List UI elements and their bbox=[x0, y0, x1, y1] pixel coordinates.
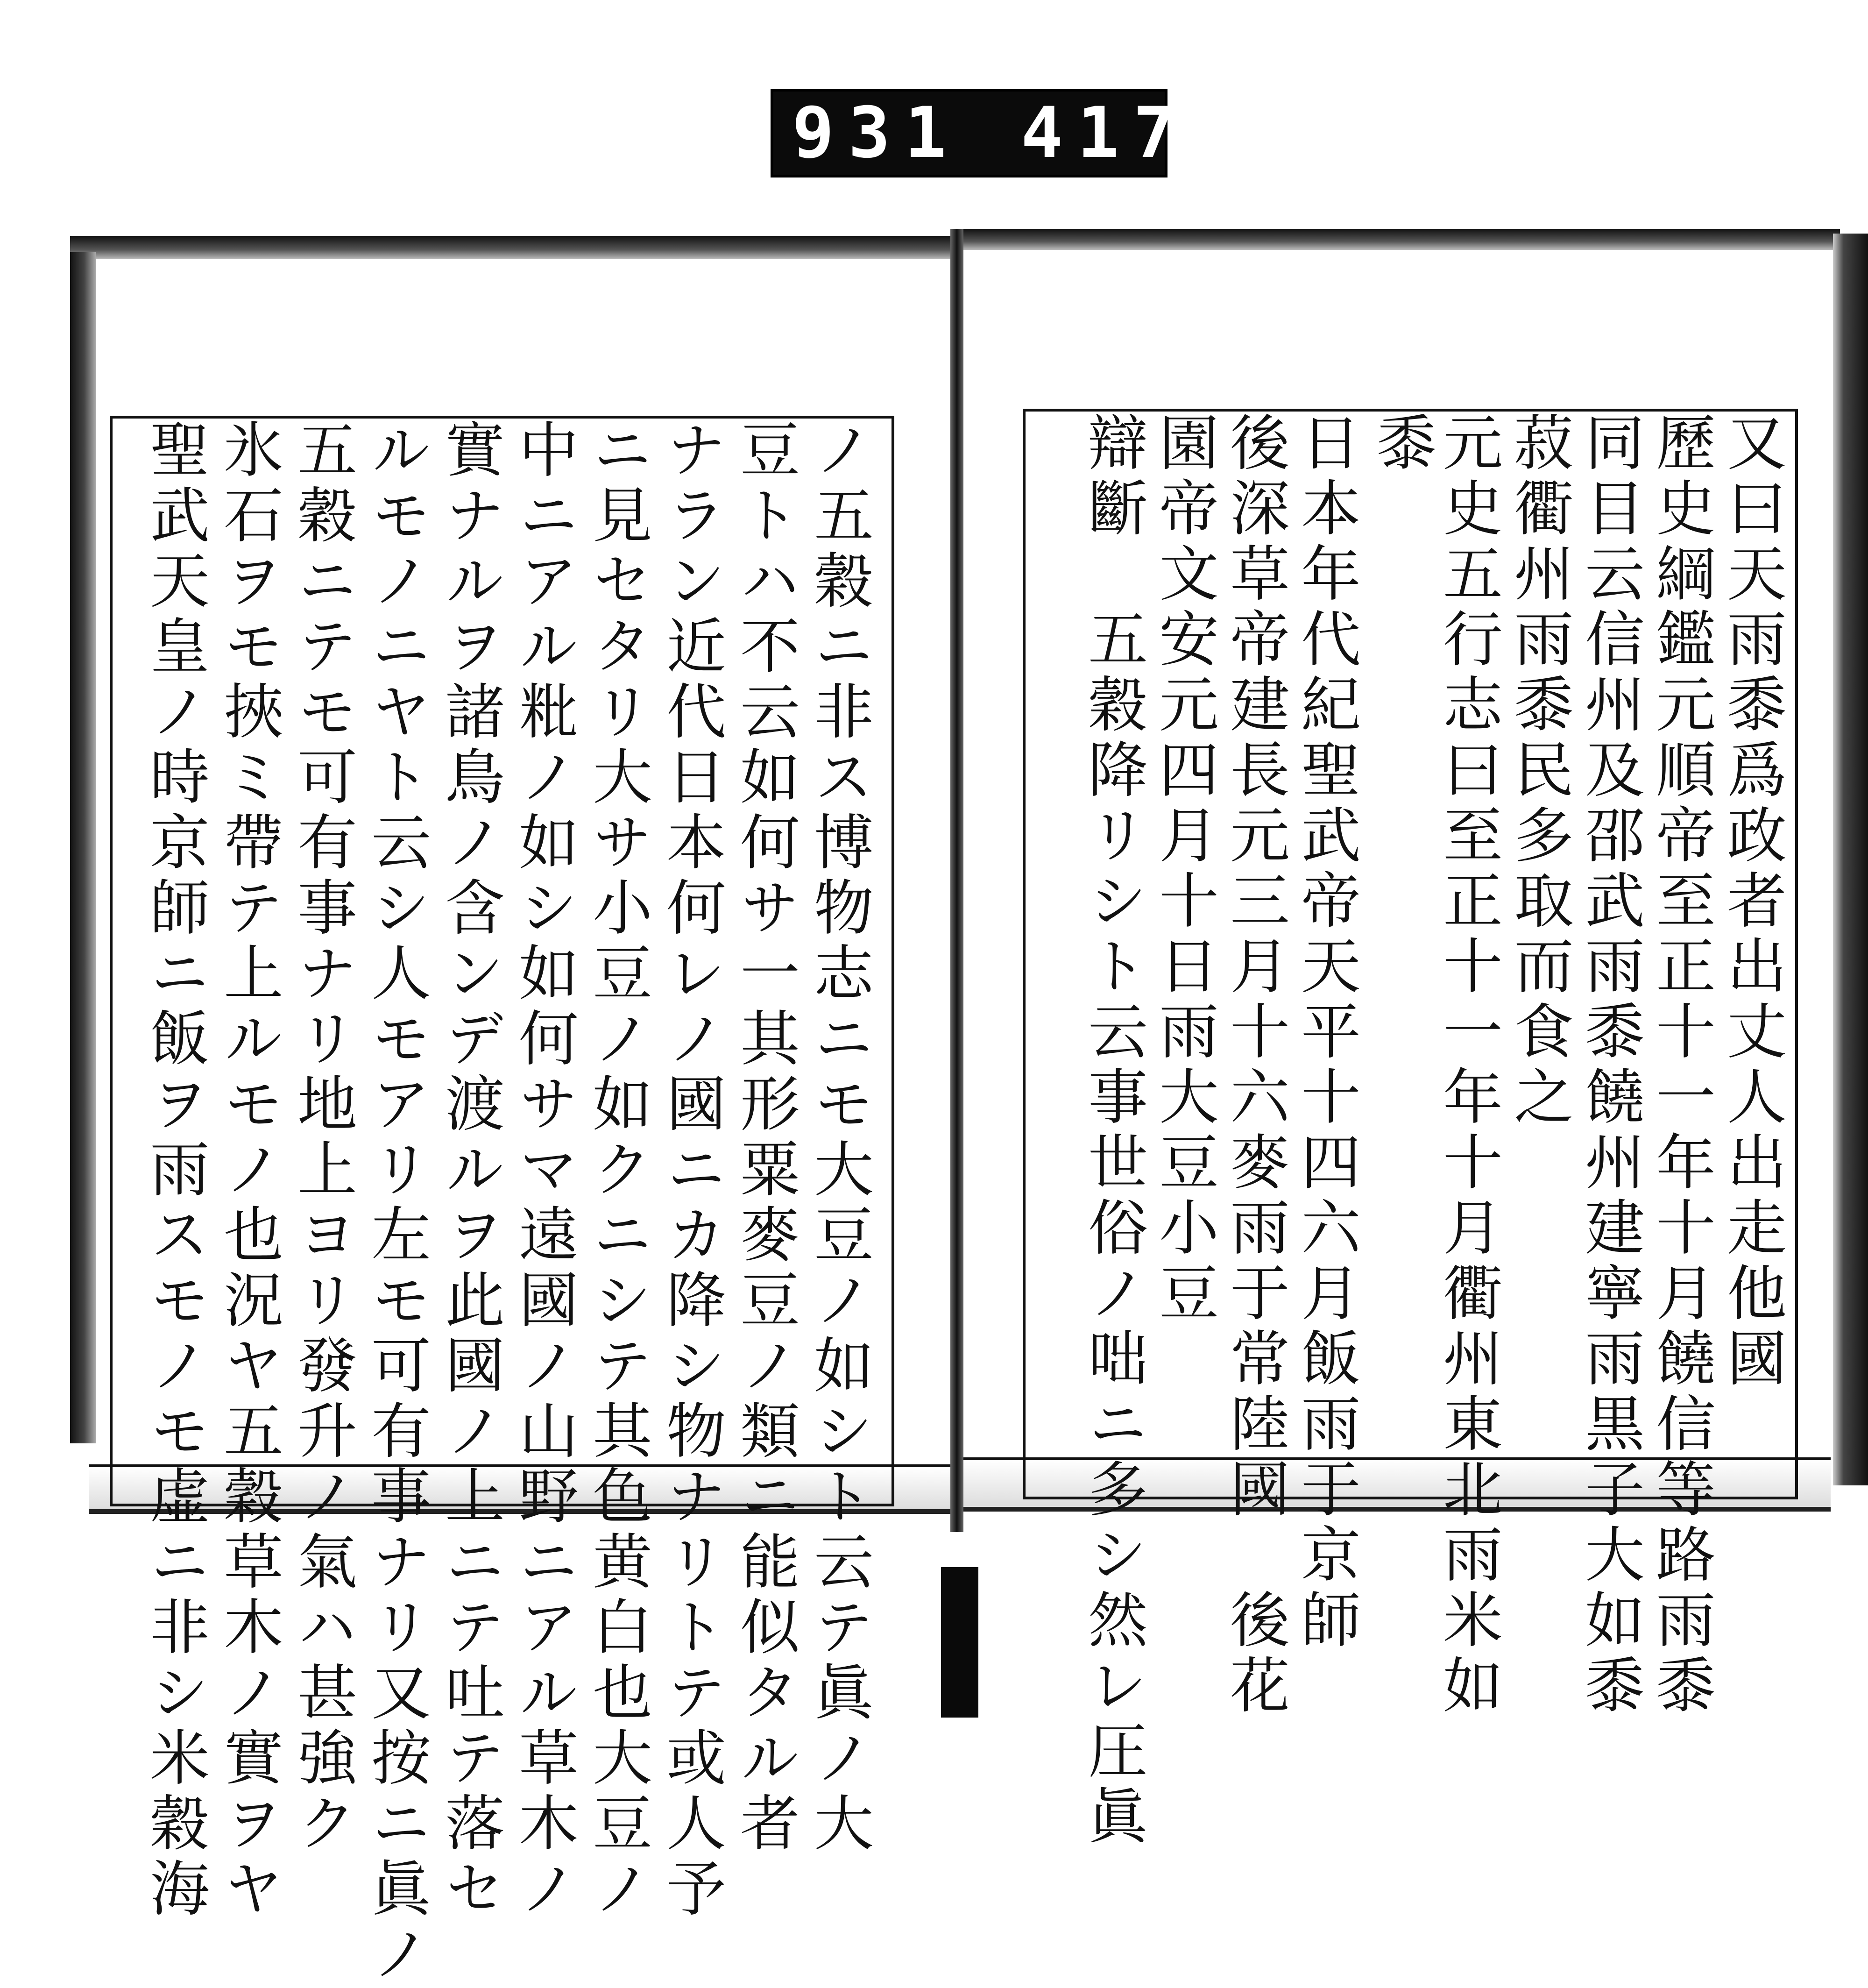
left-column-8: 五穀ニテモ可有事ナリ地上ヨリ發升ノ氣ハ甚強ク bbox=[287, 419, 357, 1857]
left-text-frame bbox=[110, 416, 894, 1988]
right-page-top-edge bbox=[962, 229, 1840, 250]
right-column-9: 園帝文安元四月十日雨大豆小豆 bbox=[1149, 412, 1218, 1327]
right-text-frame bbox=[1023, 409, 1798, 1850]
left-column-10: 聖武天皇ノ時京師ニ飯ヲ雨スモノモ虚ニ非シ米穀海 bbox=[140, 419, 209, 1923]
accession-number-right: 417. bbox=[1021, 92, 1246, 174]
left-column-9: 氷石ヲモ挾ミ帶テ上ルモノ也況ヤ五穀草木ノ實ヲヤ bbox=[213, 419, 283, 1923]
accession-label bbox=[771, 89, 1246, 178]
right-column-4: 菽衢州雨黍民多取而食之 bbox=[1504, 412, 1573, 1131]
right-column-2: 歷史綱鑑元順帝至正十一年十月饒信等路雨黍 bbox=[1646, 412, 1715, 1719]
left-column-3: ナラン近代日本何レノ國ニカ降シ物ナリトテ或人予 bbox=[656, 419, 726, 1923]
left-page-outer-edge bbox=[70, 252, 96, 1443]
left-column-7: ルモノニヤト云シ人モアリ左モ可有事ナリ又按ニ眞ノ bbox=[361, 419, 431, 1988]
book-gutter bbox=[950, 229, 963, 1532]
right-column-6: 黍 bbox=[1366, 412, 1436, 477]
left-column-4: ニ見セタリ大サ小豆ノ如クニシテ其色黄白也大豆ノ bbox=[582, 419, 652, 1923]
right-column-3: 同目云信州及邵武雨黍饒州建寧雨黒子大如黍 bbox=[1575, 412, 1644, 1719]
left-page-top-edge bbox=[70, 236, 962, 259]
right-column-10: 辯斷 五穀降リシト云事世俗ノ咄ニ多シ然レ圧眞 bbox=[1078, 412, 1147, 1850]
right-column-5: 元史五行志曰至正十一年十月衢州東北雨米如 bbox=[1433, 412, 1502, 1719]
right-column-8: 後深草帝建長元三月十六麥雨于常陸國 後花 bbox=[1220, 412, 1289, 1719]
left-column-6: 實ナルヲ諸鳥ノ含ンデ渡ルヲ此國ノ上ニテ吐テ落セ bbox=[435, 419, 504, 1923]
left-column-5: 中ニアル粃ノ如シ如何サマ遠國ノ山野ニアル草木ノ bbox=[509, 419, 578, 1923]
left-column-1: ノ五穀ニ非ス博物志ニモ大豆ノ如シト云テ眞ノ大 bbox=[804, 419, 873, 1857]
right-column-1: 又曰天雨黍爲政者出丈人出走他國 bbox=[1717, 412, 1786, 1392]
right-page-outer-edge bbox=[1833, 234, 1868, 1485]
spine-tab bbox=[941, 1567, 978, 1718]
accession-number-left: 931 bbox=[792, 92, 961, 174]
left-column-2: 豆トハ不云如何サ一其形粟麥豆ノ類ニ能似タル者 bbox=[730, 419, 800, 1857]
right-column-7: 日本年代紀聖武帝天平十四六月飯雨于京師 bbox=[1291, 412, 1360, 1654]
